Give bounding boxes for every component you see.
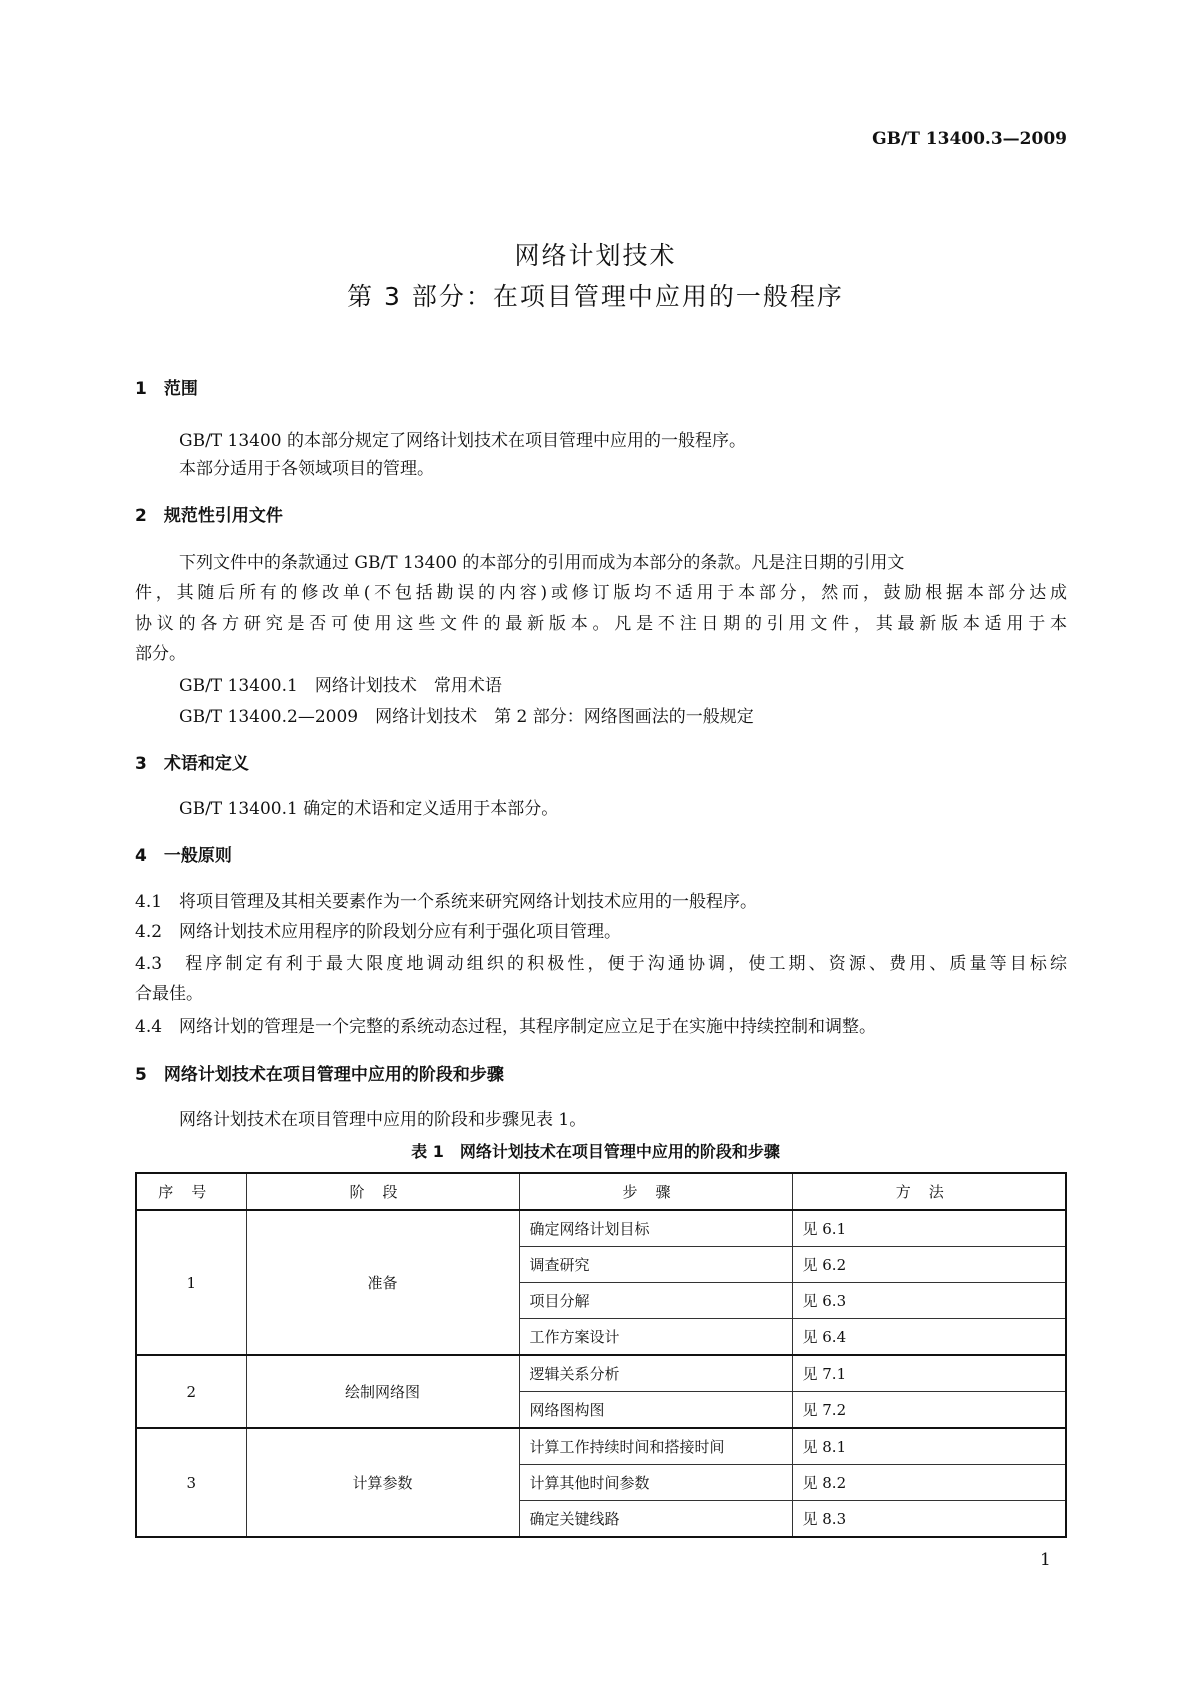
step-cell: 计算其他时间参数	[519, 1465, 792, 1501]
method-cell: 见 6.2	[792, 1247, 1066, 1283]
clause: 4.1 将项目管理及其相关要素作为一个系统来研究网络计划技术应用的一般程序。	[135, 892, 758, 912]
title-main: 网络计划技术	[514, 241, 677, 270]
title-sub: 第 3 部分：在项目管理中应用的一般程序	[347, 282, 844, 311]
paragraph: GB/T 13400.1 确定的术语和定义适用于本部分。	[179, 799, 559, 819]
method-cell: 见 6.4	[792, 1319, 1066, 1356]
method-cell: 见 7.1	[792, 1355, 1066, 1392]
method-cell: 见 7.2	[792, 1392, 1066, 1429]
stage-cell: 绘制网络图	[246, 1355, 519, 1428]
method-cell: 见 6.1	[792, 1210, 1066, 1247]
clause: 4.4 网络计划的管理是一个完整的系统动态过程，其程序制定应立足于在实施中持续控制和调整。	[135, 1017, 877, 1037]
page-number: 1	[1040, 1550, 1051, 1570]
column-header: 阶段	[246, 1173, 519, 1210]
column-header: 步骤	[519, 1173, 792, 1210]
section-4-heading: 4 一般原则	[135, 846, 232, 866]
stage-cell: 计算参数	[246, 1428, 519, 1537]
row-number: 2	[136, 1355, 246, 1428]
standard-code: GB/T 13400.3—2009	[872, 129, 1067, 149]
step-cell: 网络图构图	[519, 1392, 792, 1429]
section-3-heading: 3 术语和定义	[135, 754, 249, 774]
step-cell: 计算工作持续时间和搭接时间	[519, 1428, 792, 1465]
paragraph: 件，其随后所有的修改单(不包括勘误的内容)或修订版均不适用于本部分，然而，鼓励根据本部分达成	[135, 583, 1067, 603]
step-cell: 确定网络计划目标	[519, 1210, 792, 1247]
clause: 4.3 程序制定有利于最大限度地调动组织的积极性，便于沟通协调，使工期、资源、费用、质量等目标综	[135, 954, 1067, 974]
table-header-row	[136, 1173, 1066, 1210]
table-row	[136, 1428, 1066, 1465]
clause: 合最佳。	[135, 984, 203, 1004]
stages-table	[135, 1172, 1067, 1538]
column-header: 方法	[792, 1173, 1066, 1210]
column-header: 序号	[136, 1173, 246, 1210]
section-2-heading: 2 规范性引用文件	[135, 506, 283, 526]
step-cell: 工作方案设计	[519, 1319, 792, 1356]
section-5-heading: 5 网络计划技术在项目管理中应用的阶段和步骤	[135, 1065, 504, 1085]
paragraph: GB/T 13400 的本部分规定了网络计划技术在项目管理中应用的一般程序。	[179, 431, 747, 451]
table-row	[136, 1355, 1066, 1392]
paragraph: 本部分适用于各领域项目的管理。	[179, 459, 434, 479]
row-number: 1	[136, 1210, 246, 1355]
method-cell: 见 8.3	[792, 1501, 1066, 1538]
stage-cell: 准备	[246, 1210, 519, 1355]
paragraph: 协议的各方研究是否可使用这些文件的最新版本。凡是不注日期的引用文件，其最新版本适用于本	[135, 614, 1067, 634]
paragraph: 部分。	[135, 644, 186, 664]
method-cell: 见 6.3	[792, 1283, 1066, 1319]
reference: GB/T 13400.2—2009 网络计划技术 第 2 部分：网络图画法的一般规定	[179, 707, 754, 727]
method-cell: 见 8.1	[792, 1428, 1066, 1465]
paragraph: 下列文件中的条款通过 GB/T 13400 的本部分的引用而成为本部分的条款。凡是注日期的引用文	[179, 553, 905, 573]
section-1-heading: 1 范围	[135, 379, 198, 399]
method-cell: 见 8.2	[792, 1465, 1066, 1501]
step-cell: 项目分解	[519, 1283, 792, 1319]
clause: 4.2 网络计划技术应用程序的阶段划分应有利于强化项目管理。	[135, 922, 622, 942]
row-number: 3	[136, 1428, 246, 1537]
step-cell: 确定关键线路	[519, 1501, 792, 1538]
step-cell: 逻辑关系分析	[519, 1355, 792, 1392]
paragraph: 网络计划技术在项目管理中应用的阶段和步骤见表 1。	[179, 1110, 587, 1130]
step-cell: 调查研究	[519, 1247, 792, 1283]
table-row	[136, 1210, 1066, 1247]
reference: GB/T 13400.1 网络计划技术 常用术语	[179, 676, 502, 696]
table-caption: 表 1 网络计划技术在项目管理中应用的阶段和步骤	[411, 1142, 780, 1161]
